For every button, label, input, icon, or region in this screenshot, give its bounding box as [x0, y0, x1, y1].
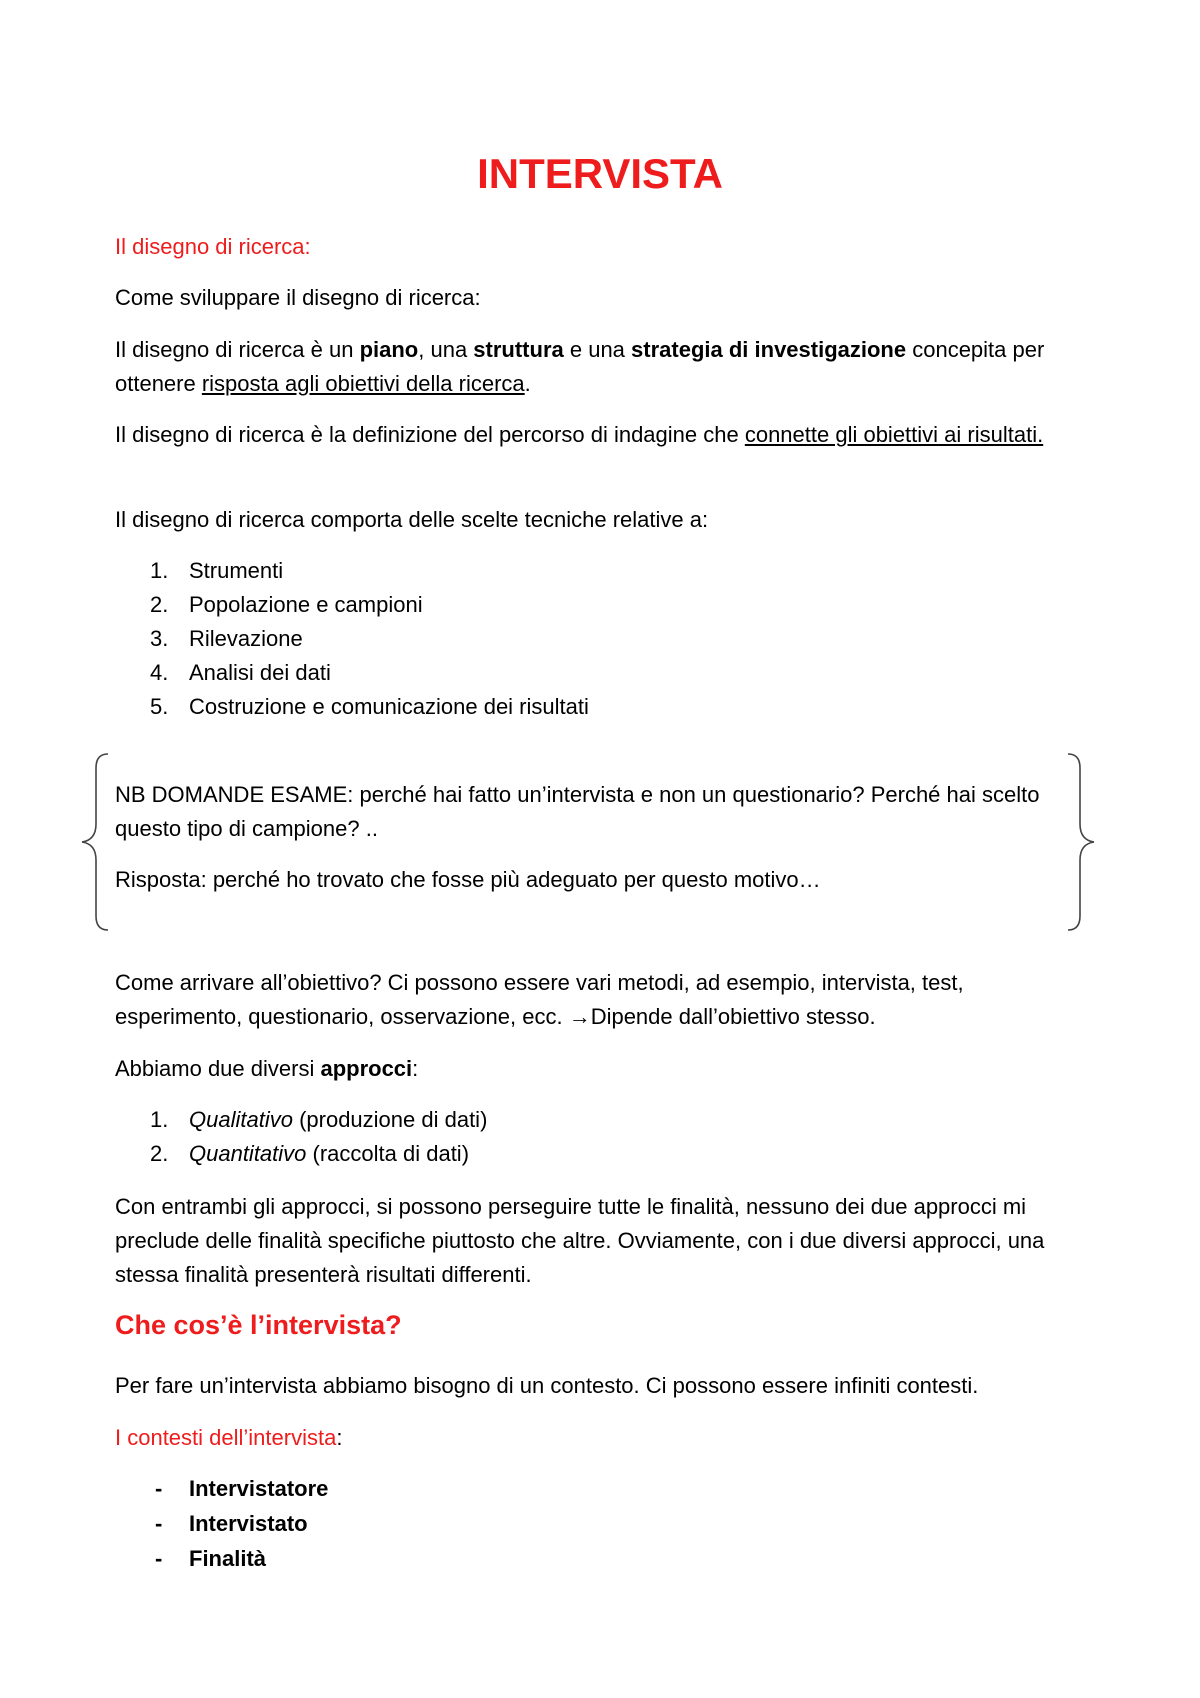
- paragraph-come-sviluppare: Come sviluppare il disegno di ricerca:: [115, 285, 481, 310]
- paragraph-obiettivo: Come arrivare all’obiettivo? Ci possono essere vari metodi, ad esempio, intervista, test, esperimento, questionario, osservazione, ecc. →Dipende dall’obiettivo stesso.: [115, 970, 964, 1029]
- arrow-right-icon: →: [568, 1004, 591, 1029]
- list-item: 1. Qualitativo (produzione di dati): [150, 1107, 488, 1132]
- list-item: 2. Quantitativo (raccolta di dati): [150, 1141, 470, 1166]
- list-item: 1. Strumenti: [150, 558, 284, 583]
- paragraph-contesto: Per fare un’intervista abbiamo bisogno di un contesto. Ci possono essere infiniti contesti.: [115, 1373, 979, 1398]
- list-item: 5. Costruzione e comunicazione dei risultati: [150, 694, 589, 719]
- contesti-heading: I contesti dell’intervista:: [115, 1425, 343, 1450]
- list-item: 2. Popolazione e campioni: [150, 592, 423, 617]
- approaches-list: [115, 1103, 487, 1171]
- nb-answer: Risposta: perché ho trovato che fosse più adeguato per questo motivo…: [115, 867, 821, 892]
- choices-list: [115, 554, 589, 724]
- list-item: - Finalità: [155, 1546, 267, 1571]
- paragraph-finalita: Con entrambi gli approcci, si possono perseguire tutte le finalità, nessuno dei due approcci mi preclude delle finalità specifiche piuttosto che altre. Ovviamente, con i due diversi approcci, una stessa finalità presenterà risultati differenti.: [115, 1194, 1045, 1287]
- nb-exam-question: NB DOMANDE ESAME: perché hai fatto un’intervista e non un questionario? Perché hai scelto questo tipo di campione? ..: [115, 782, 1040, 841]
- list-item: - Intervistato: [155, 1511, 308, 1536]
- paragraph-scelte-tecniche: Il disegno di ricerca comporta delle scelte tecniche relative a:: [115, 507, 709, 532]
- section-heading-disegno: Il disegno di ricerca:: [115, 234, 311, 259]
- section-heading-intervista: Che cos’è l’intervista?: [115, 1310, 402, 1340]
- left-brace-icon: [78, 752, 118, 932]
- paragraph-definizione-piano: Il disegno di ricerca è un piano, una struttura e una strategia di investigazione concepita per ottenere risposta agli obiettivi della ricerca.: [115, 337, 1045, 396]
- list-item: - Intervistatore: [155, 1476, 329, 1501]
- list-item: 3. Rilevazione: [150, 626, 303, 651]
- contesti-list: [115, 1471, 328, 1576]
- paragraph-approcci: Abbiamo due diversi approcci:: [115, 1056, 419, 1081]
- page-title: INTERVISTA: [477, 150, 723, 197]
- paragraph-definizione-percorso: Il disegno di ricerca è la definizione del percorso di indagine che connette gli obiettivi ai risultati.: [115, 422, 1044, 447]
- list-item: 4. Analisi dei dati: [150, 660, 331, 685]
